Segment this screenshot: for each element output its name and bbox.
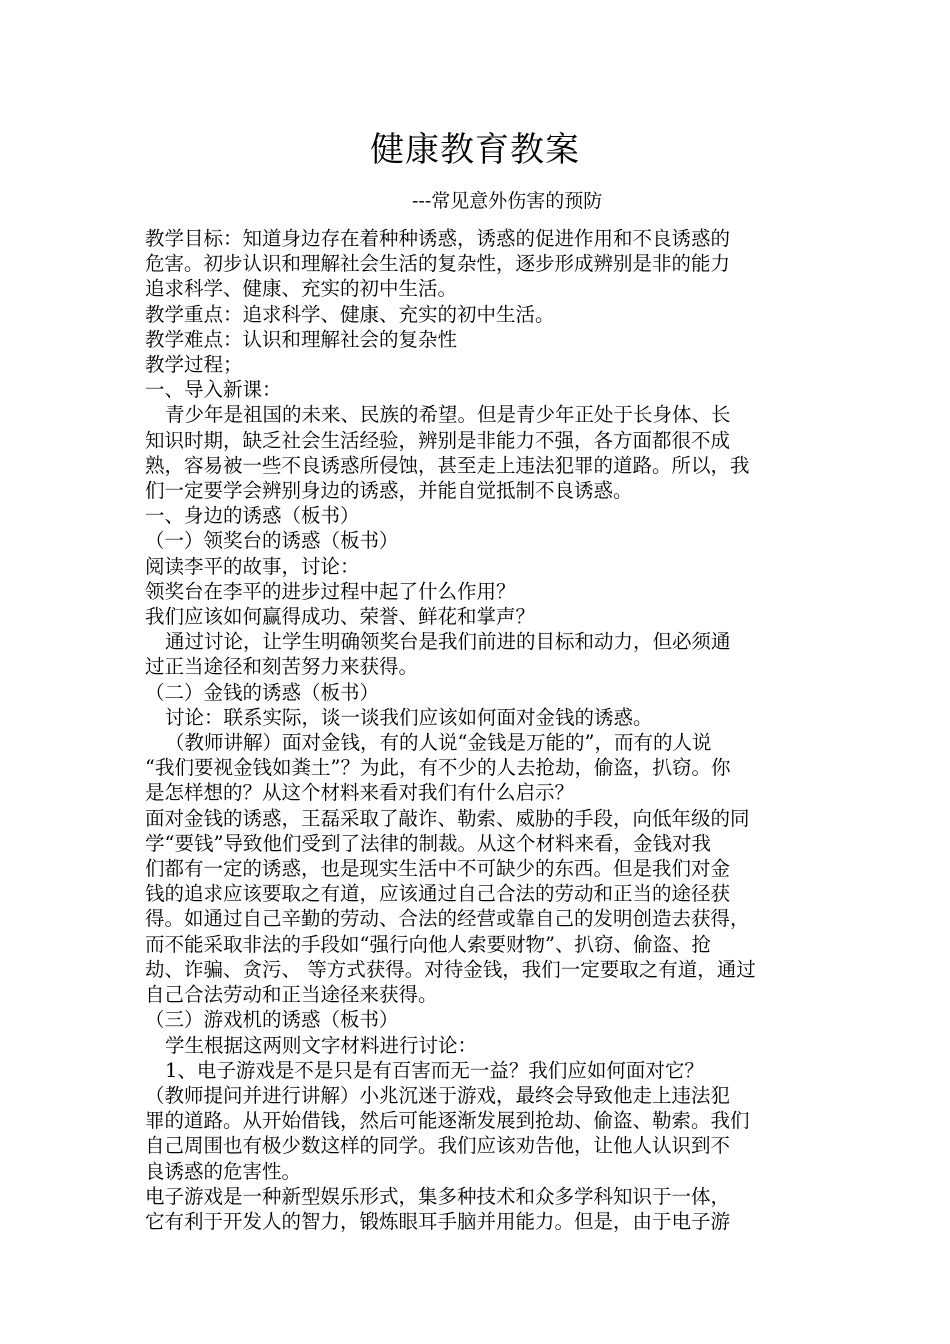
body-line: 1、电子游戏是不是只是有百害而无一益？我们应如何面对它？ bbox=[165, 1058, 704, 1082]
body-line: 领奖台在李平的进步过程中起了什么作用？ bbox=[145, 579, 516, 603]
body-line: 熟，容易被一些不良诱惑所侵蚀，甚至走上违法犯罪的道路。所以，我 bbox=[145, 453, 750, 477]
body-line: 是怎样想的？从这个材料来看对我们有什么启示？ bbox=[145, 781, 575, 805]
body-line: 一、导入新课： bbox=[145, 378, 282, 402]
body-line: 们一定要学会辨别身边的诱惑，并能自觉抵制不良诱惑。 bbox=[145, 479, 633, 503]
body-line: （教师讲解）面对金钱，有的人说“金钱是万能的”，而有的人说 bbox=[165, 731, 712, 755]
body-line: 通过讨论，让学生明确领奖台是我们前进的目标和动力，但必须通 bbox=[165, 630, 731, 654]
body-line: 得。如通过自己辛勤的劳动、合法的经营或靠自己的发明创造去获得， bbox=[145, 907, 750, 931]
body-line: 教学难点：认识和理解社会的复杂性 bbox=[145, 327, 458, 351]
body-line: 钱的追求应该要取之有道，应该通过自己合法的劳动和正当的途径获 bbox=[145, 882, 731, 906]
document-subtitle: ---常见意外伤害的预防 bbox=[412, 190, 603, 212]
body-line: 阅读李平的故事，讨论： bbox=[145, 554, 360, 578]
body-line: 而不能采取非法的手段如“强行向他人索要财物”、扒窃、偷盗、抢 bbox=[145, 932, 711, 956]
body-line: 一、身边的诱惑（板书） bbox=[145, 504, 360, 528]
body-line: 我们应该如何赢得成功、荣誉、鲜花和掌声？ bbox=[145, 605, 536, 629]
body-line: 学“要钱”导致他们受到了法律的制裁。从这个材料来看，金钱对我 bbox=[145, 831, 711, 855]
document-body bbox=[145, 226, 825, 1234]
body-line: 知识时期，缺乏社会生活经验，辨别是非能力不强，各方面都很不成 bbox=[145, 428, 731, 452]
body-line: 学生根据这两则文字材料进行讨论： bbox=[165, 1033, 478, 1057]
body-line: 面对金钱的诱惑，王磊采取了敲诈、勒索、威胁的手段，向低年级的同 bbox=[145, 806, 750, 830]
body-line: 自己周围也有极少数这样的同学。我们应该劝告他，让他人认识到不 bbox=[145, 1134, 731, 1158]
body-line: 过正当途径和刻苦努力来获得。 bbox=[145, 655, 419, 679]
body-line: 们都有一定的诱惑，也是现实生活中不可缺少的东西。但是我们对金 bbox=[145, 857, 731, 881]
body-line: 追求科学、健康、充实的初中生活。 bbox=[145, 277, 458, 301]
body-line: 它有利于开发人的智力，锻炼眼耳手脑并用能力。但是，由于电子游 bbox=[145, 1209, 731, 1233]
body-line: 青少年是祖国的未来、民族的希望。但是青少年正处于长身体、长 bbox=[165, 403, 731, 427]
body-line: 劫、诈骗、贪污、 等方式获得。对待金钱，我们一定要取之有道，通过 bbox=[145, 957, 756, 981]
body-line: 电子游戏是一种新型娱乐形式，集多种技术和众多学科知识于一体， bbox=[145, 1184, 731, 1208]
body-line: （二）金钱的诱惑（板书） bbox=[145, 680, 380, 704]
body-line: 良诱惑的危害性。 bbox=[145, 1159, 302, 1183]
body-line: 罪的道路。从开始借钱，然后可能逐渐发展到抢劫、偷盗、勒索。我们 bbox=[145, 1109, 750, 1133]
document-title: 健康教育教案 bbox=[370, 130, 580, 170]
body-line: 教学目标：知道身边存在着种种诱惑，诱惑的促进作用和不良诱惑的 bbox=[145, 227, 731, 250]
body-line: “我们要视金钱如粪土”？为此，有不少的人去抢劫，偷盗，扒窃。你 bbox=[145, 756, 731, 780]
body-line: 教学过程； bbox=[145, 353, 243, 377]
body-line: （一）领奖台的诱惑（板书） bbox=[145, 529, 399, 553]
body-line: 危害。初步认识和理解社会生活的复杂性，逐步形成辨别是非的能力 bbox=[145, 252, 731, 276]
body-line: 教学重点：追求科学、健康、充实的初中生活。 bbox=[145, 302, 555, 326]
body-line: （三）游戏机的诱惑（板书） bbox=[145, 1008, 399, 1032]
body-line: 讨论：联系实际，谈一谈我们应该如何面对金钱的诱惑。 bbox=[165, 705, 653, 729]
body-line: （教师提问并进行讲解）小兆沉迷于游戏，最终会导致他走上违法犯 bbox=[145, 1083, 731, 1107]
body-line: 自己合法劳动和正当途径来获得。 bbox=[145, 983, 438, 1007]
